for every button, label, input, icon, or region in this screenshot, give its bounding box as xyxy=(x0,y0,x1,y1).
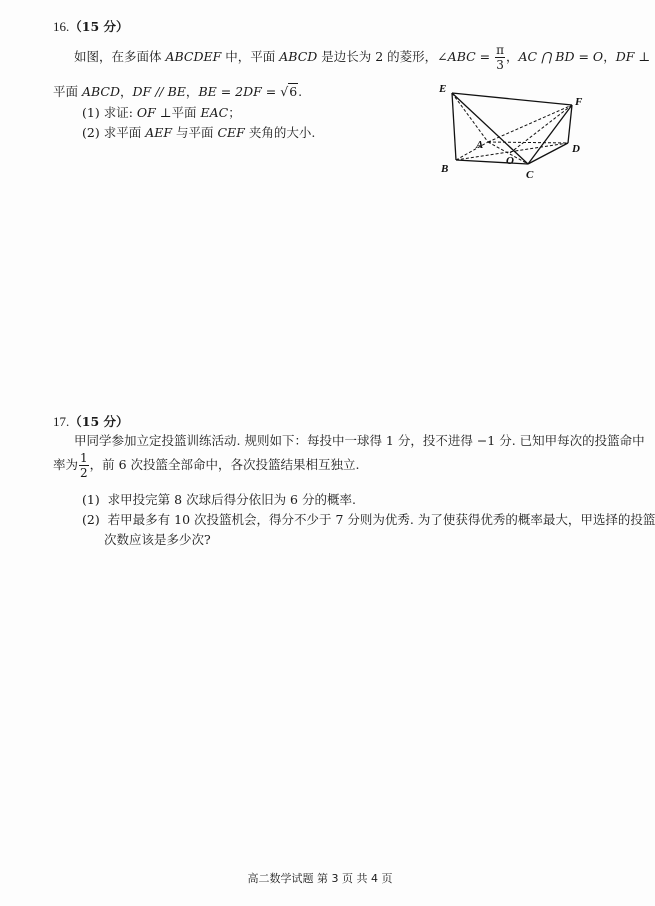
q17-stem-line2: 率为 $\frac{1}{2}$ ，前 6 次投篮全部命中，各次投篮结果相互独立. xyxy=(53,451,360,480)
q16-stem-line1: 如图，在多面体 ABCDEF 中，平面 ABCD 是边长为 2 的菱形，∠ABC = $\frac{\pi}{3}$ ，AC ⋂ BD = O，DF ⊥ xyxy=(74,43,651,72)
polyhedron-figure xyxy=(432,78,592,188)
figure-label-f: F xyxy=(575,96,583,108)
q16-part2: (2) 求平面 AEF 与平面 CEF 夹角的大小. xyxy=(82,125,316,140)
q17-stem-line1: 甲同学参加立定投篮训练活动. 规则如下：每投中一球得 1 分，投不进得 −1 分. 已知甲每次的投篮命中 xyxy=(74,433,645,448)
figure-label-c: C xyxy=(526,169,534,181)
q16-stem-line2: 平面 ABCD，DF // BE，BE = 2DF = √6. xyxy=(53,84,303,99)
q16-header: 16.（15 分） xyxy=(53,19,129,34)
figure-label-d: D xyxy=(572,143,580,155)
q16-part1: (1) 求证: OF ⊥平面 EAC； xyxy=(82,105,241,120)
q17-header: 17.（15 分） xyxy=(53,414,129,429)
figure-label-b: B xyxy=(441,163,449,175)
page-footer: 高二数学试题 第 3 页 共 4 页 xyxy=(247,872,393,885)
q17-part2-line1: (2) 若甲最多有 10 次投篮机会，得分不少于 7 分则为优秀. 为了使获得优秀的概率最大，甲选择的投篮 xyxy=(82,512,655,527)
q17-part1: (1) 求甲投完第 8 次球后得分依旧为 6 分的概率. xyxy=(82,492,356,507)
q16-fraction: $\frac{\pi}{3}$ xyxy=(496,43,504,72)
figure-label-e: E xyxy=(439,83,447,95)
q17-part2-line2: 次数应该是多少次? xyxy=(104,532,211,547)
figure-label-a: A xyxy=(476,139,484,151)
figure-label-o: O xyxy=(506,155,514,167)
q17-fraction: $\frac{1}{2}$ xyxy=(80,451,88,480)
